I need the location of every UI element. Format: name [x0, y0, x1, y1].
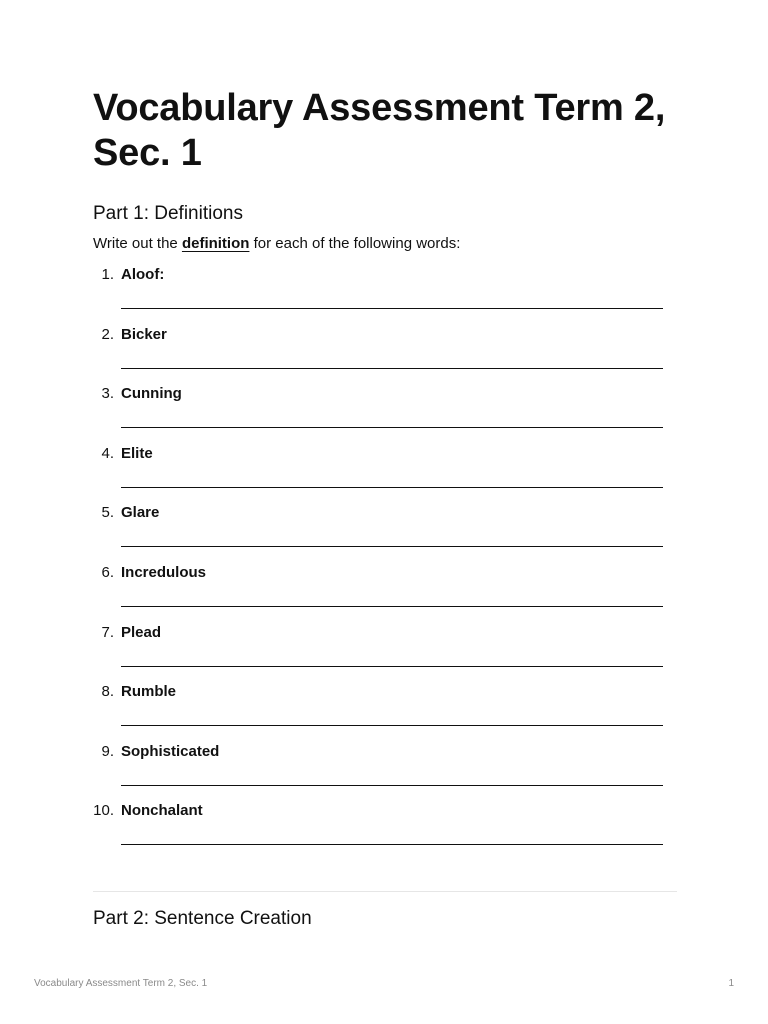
- list-item: [93, 384, 677, 444]
- list-item: [93, 801, 677, 861]
- vocab-word: Nonchalant: [121, 802, 203, 820]
- answer-line[interactable]: [121, 414, 663, 428]
- vocab-word: Rumble: [121, 683, 177, 701]
- instruction-emphasis: definition: [181, 235, 250, 252]
- item-number: 2.: [101, 325, 114, 343]
- answer-line[interactable]: [121, 593, 663, 607]
- answer-line[interactable]: [121, 772, 663, 786]
- vocab-word: Plead: [121, 623, 162, 641]
- item-number: 4.: [101, 444, 114, 462]
- vocab-word: Bicker: [121, 325, 167, 343]
- answer-line[interactable]: [121, 653, 663, 667]
- list-item: [93, 503, 677, 563]
- document-body: [93, 86, 677, 929]
- item-number: 3.: [101, 385, 114, 403]
- answer-line[interactable]: [121, 712, 663, 726]
- vocab-word: Aloof:: [121, 266, 165, 283]
- vocab-word: Sophisticated: [121, 742, 220, 760]
- answer-line[interactable]: [121, 831, 663, 845]
- item-number: 6.: [101, 563, 114, 581]
- section-divider: [93, 891, 677, 892]
- answer-line[interactable]: [121, 474, 663, 488]
- answer-line[interactable]: [121, 295, 663, 309]
- vocab-word: Glare: [121, 504, 160, 522]
- item-number: 1.: [101, 266, 114, 283]
- list-item: [93, 742, 677, 802]
- list-item: [93, 444, 677, 504]
- list-item: [93, 563, 677, 623]
- vocab-word: Incredulous: [121, 563, 207, 581]
- vocab-word: Elite: [121, 444, 153, 462]
- item-number: 9.: [101, 742, 114, 760]
- document-title: Vocabulary Assessment Term 2, Sec. 1: [93, 87, 666, 174]
- vocab-word: Cunning: [121, 385, 182, 403]
- footer-title: Vocabulary Assessment Term 2, Sec. 1: [34, 978, 208, 989]
- item-number: 5.: [101, 504, 114, 522]
- item-number: 10.: [93, 802, 114, 820]
- answer-line[interactable]: [121, 355, 663, 369]
- list-item: [93, 265, 677, 325]
- list-item: [93, 325, 677, 385]
- part1-instructions: [93, 234, 460, 254]
- item-number: 8.: [101, 683, 114, 701]
- item-number: 7.: [101, 623, 114, 641]
- list-item: [93, 623, 677, 683]
- instruction-text-before: Write out the: [93, 235, 182, 252]
- page-number: 1: [728, 978, 734, 989]
- definition-list: [93, 265, 677, 861]
- instruction-text-after: for each of the following words:: [249, 235, 461, 252]
- answer-line[interactable]: [121, 533, 663, 547]
- list-item: [93, 682, 677, 742]
- part1-heading: Part 1: Definitions: [93, 203, 243, 224]
- part2-heading: Part 2: Sentence Creation: [93, 908, 312, 929]
